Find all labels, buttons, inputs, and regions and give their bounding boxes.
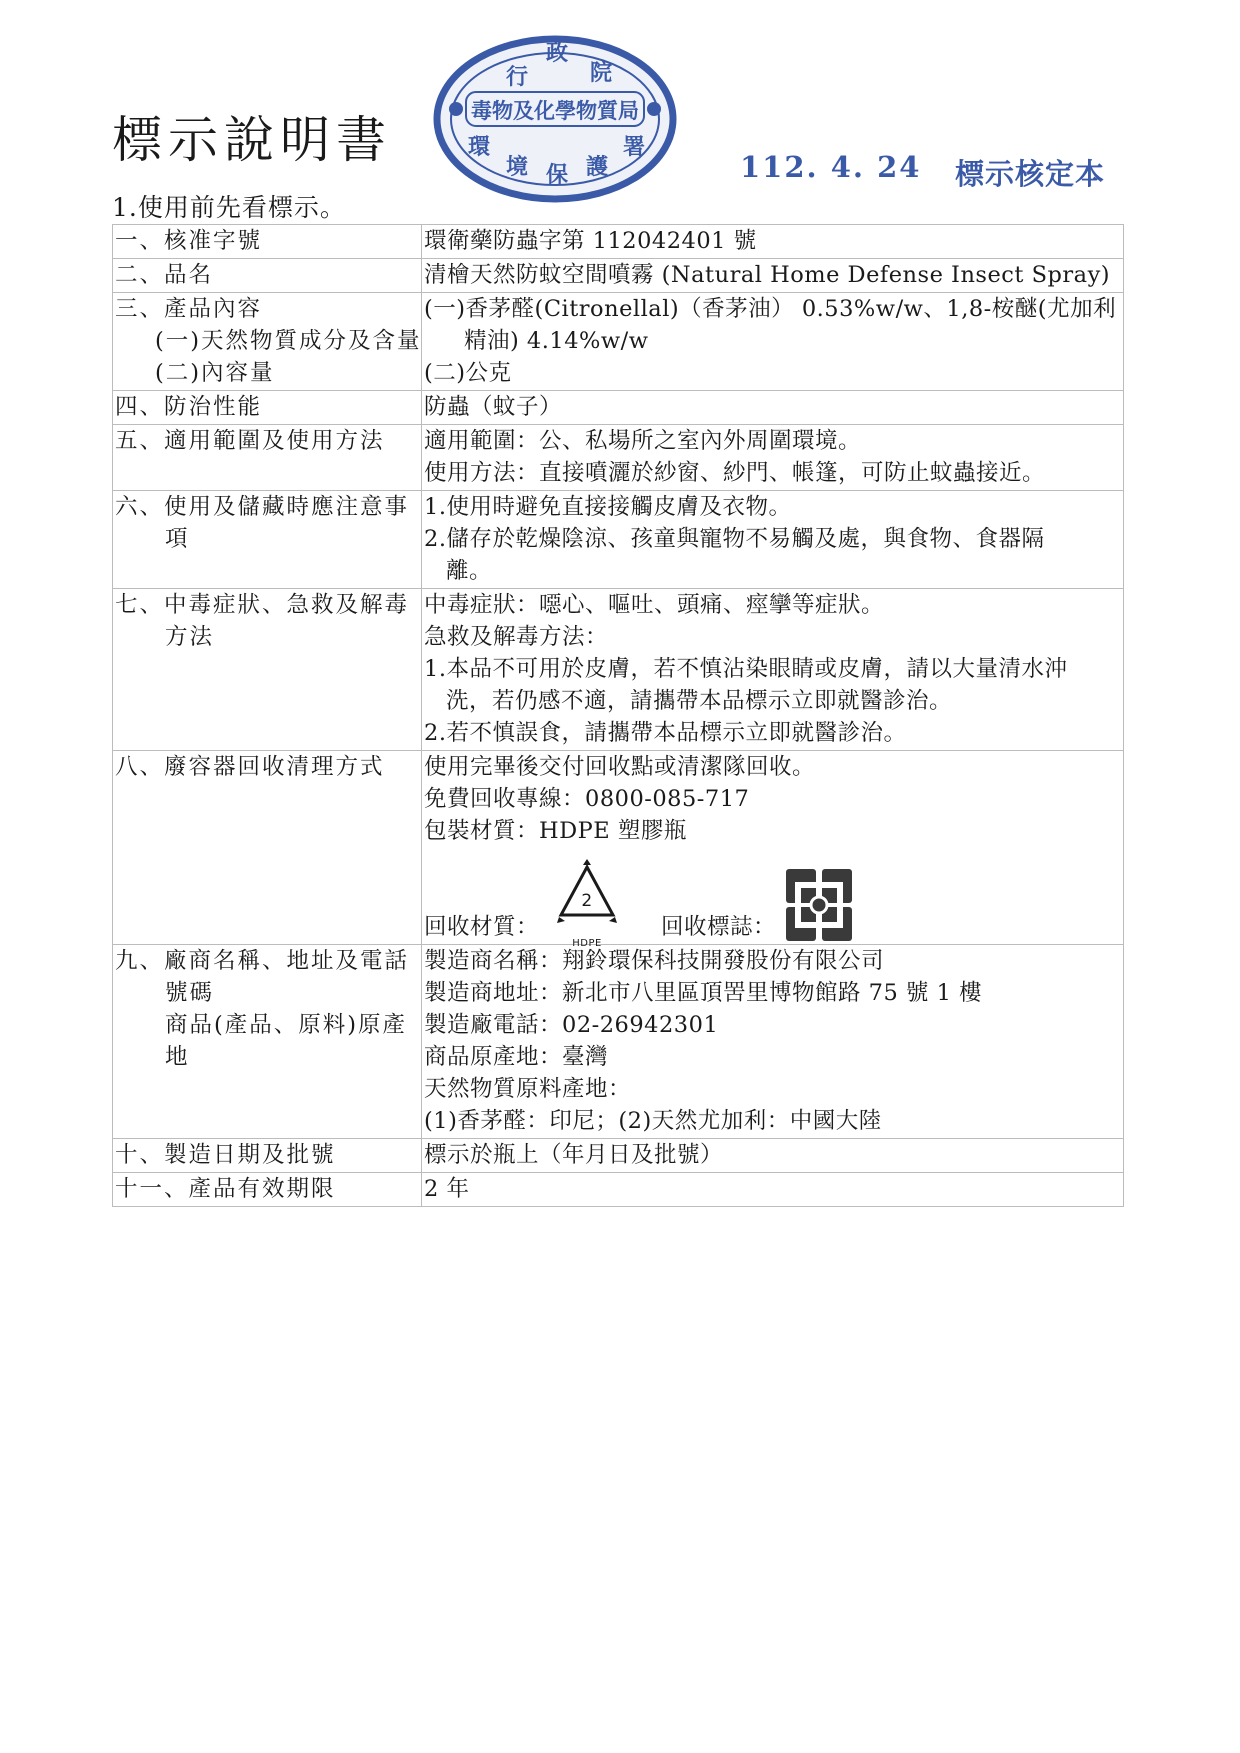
intro-text: 1.使用前先看標示。: [112, 193, 346, 222]
row-content-text: 使用方法：直接噴灑於紗窗、紗門、帳篷，可防止蚊蟲接近。: [424, 460, 1046, 486]
table-row: [113, 1139, 1124, 1173]
row-content-text: 製造廠電話：02-26942301: [424, 1012, 719, 1038]
table-row: [113, 1173, 1124, 1207]
row-heading: [113, 751, 422, 945]
row-content-text: 標示於瓶上（年月日及批號）: [424, 1142, 724, 1168]
table-row: [113, 225, 1124, 259]
row-heading-text: (二)內容量: [155, 360, 275, 386]
row-heading: [113, 391, 422, 425]
row-content-text: 環衛藥防蟲字第 112042401 號: [424, 228, 757, 254]
row-heading-text: 方法: [165, 624, 215, 650]
row-heading-text: 一、核准字號: [115, 228, 263, 254]
row-heading-text: 地: [165, 1044, 190, 1070]
row-content: [422, 293, 1124, 391]
row-heading-text: 號碼: [165, 980, 215, 1006]
table-row: [113, 293, 1124, 391]
row-content: [422, 259, 1124, 293]
row-content: [422, 751, 1124, 949]
row-content: [422, 391, 1124, 425]
row-content-text: 2.若不慎誤食，請攜帶本品標示立即就醫診治。: [424, 720, 907, 746]
row-heading: [113, 293, 422, 391]
row-heading-text: 九、廠商名稱、地址及電話: [115, 948, 410, 974]
row-content-text: 1.使用時避免直接接觸皮膚及衣物。: [424, 494, 792, 520]
row-content-text: 製造商地址：新北市八里區頂罟里博物館路 75 號 1 樓: [424, 980, 983, 1006]
row-heading: [113, 259, 422, 293]
table-row: [113, 945, 1124, 1139]
row-content-text: 清檜天然防蚊空間噴霧 (Natural Home Defense Insect Spray): [424, 262, 1111, 288]
row-heading-text: 商品(產品、原料)原產: [165, 1012, 408, 1038]
approval-date: 112. 4. 24: [740, 150, 922, 184]
seal-bottom-char: 保: [546, 162, 569, 188]
table-row: [113, 751, 1124, 945]
government-seal: [428, 32, 683, 207]
row-heading-text: 六、使用及儲藏時應注意事: [115, 494, 410, 520]
row-content-text: 精油) 4.14%w/w: [464, 328, 649, 354]
recycling-mark-icon: [784, 867, 854, 943]
row-content-text: 商品原產地：臺灣: [424, 1044, 609, 1070]
row-content-text: (1)香茅醛：印尼；(2)天然尤加利：中國大陸: [424, 1108, 882, 1134]
document-title: 標示說明書: [112, 111, 392, 169]
row-heading: [113, 225, 422, 259]
recycling-material-label: 回收材質：: [424, 914, 540, 940]
recycling-symbols: [424, 847, 1121, 949]
row-heading-text: 二、品名: [115, 262, 214, 288]
row-content-text: 製造商名稱：翔鈴環保科技開發股份有限公司: [424, 948, 885, 974]
row-heading-text: (一)天然物質成分及含量: [155, 328, 422, 354]
seal-bottom-char: 署: [623, 134, 646, 160]
row-content-text: 2.儲存於乾燥陰涼、孩童與寵物不易觸及處，與食物、食器隔: [424, 526, 1045, 552]
row-heading: [113, 945, 422, 1139]
row-heading-text: 五、適用範圍及使用方法: [115, 428, 385, 454]
row-content-text: 使用完畢後交付回收點或清潔隊回收。: [424, 754, 816, 780]
row-heading: [113, 589, 422, 751]
row-content-text: 適用範圍：公、私場所之室內外周圍環境。: [424, 428, 862, 454]
table-row: [113, 491, 1124, 589]
row-heading: [113, 1139, 422, 1173]
resin-code-icon: [547, 857, 627, 949]
recycling-mark-label: 回收標誌：: [661, 914, 777, 940]
row-content-text: (二)公克: [424, 360, 512, 386]
approval-stamp: 標示核定本: [955, 157, 1106, 191]
seal-bottom-char: 環: [468, 134, 491, 160]
row-content-text: 中毒症狀：噁心、嘔吐、頭痛、痙攣等症狀。: [424, 592, 885, 618]
row-content-text: 急救及解毒方法：: [424, 624, 609, 650]
row-content: [422, 1173, 1124, 1207]
row-heading-text: 三、產品內容: [115, 296, 263, 322]
resin-code-name: HDPE: [572, 938, 602, 949]
row-heading-text: 八、廢容器回收清理方式: [115, 754, 385, 780]
seal-top-char: 行: [506, 64, 529, 90]
seal-bottom-char: 境: [506, 154, 529, 180]
row-content-text: 1.本品不可用於皮膚，若不慎沾染眼睛或皮膚，請以大量清水沖: [424, 656, 1068, 682]
row-content-text: 免費回收專線：0800-085-717: [424, 786, 750, 812]
seal-middle-text: 毒物及化學物質局: [471, 98, 639, 123]
row-content-text: 防蟲（蚊子）: [424, 394, 563, 420]
table-row: [113, 259, 1124, 293]
row-heading-text: 項: [165, 526, 190, 552]
row-content-text: 天然物質原料產地：: [424, 1076, 632, 1102]
row-content-text: (一)香茅醛(Citronellal)（香茅油） 0.53%w/w、1,8-桉醚(尤加利: [424, 296, 1117, 322]
row-heading-text: 七、中毒症狀、急救及解毒: [115, 592, 410, 618]
row-content: [422, 491, 1124, 589]
table-row: [113, 391, 1124, 425]
seal-top-char: 院: [590, 60, 613, 86]
row-heading-text: 四、防治性能: [115, 394, 263, 420]
seal-bottom-char: 護: [586, 154, 609, 180]
row-heading: [113, 425, 422, 491]
seal-top-char: 政: [546, 40, 569, 66]
resin-code-number: 2: [581, 891, 593, 911]
row-heading: [113, 491, 422, 589]
row-content: [422, 589, 1124, 751]
row-content: [422, 945, 1124, 1139]
row-content-text: 2 年: [424, 1176, 470, 1202]
table-row: [113, 425, 1124, 491]
table-row: [113, 589, 1124, 751]
row-content: [422, 225, 1124, 259]
row-heading-text: 十一、產品有效期限: [115, 1176, 336, 1202]
row-heading: [113, 1173, 422, 1207]
row-content: [422, 1139, 1124, 1173]
label-table: [112, 224, 1124, 1207]
row-content-text: 包裝材質：HDPE 塑膠瓶: [424, 818, 687, 844]
row-heading-text: 十、製造日期及批號: [115, 1142, 336, 1168]
row-content-text: 離。: [446, 558, 493, 584]
row-content: [422, 425, 1124, 491]
row-content-text: 洗，若仍感不適，請攜帶本品標示立即就醫診治。: [446, 688, 953, 714]
